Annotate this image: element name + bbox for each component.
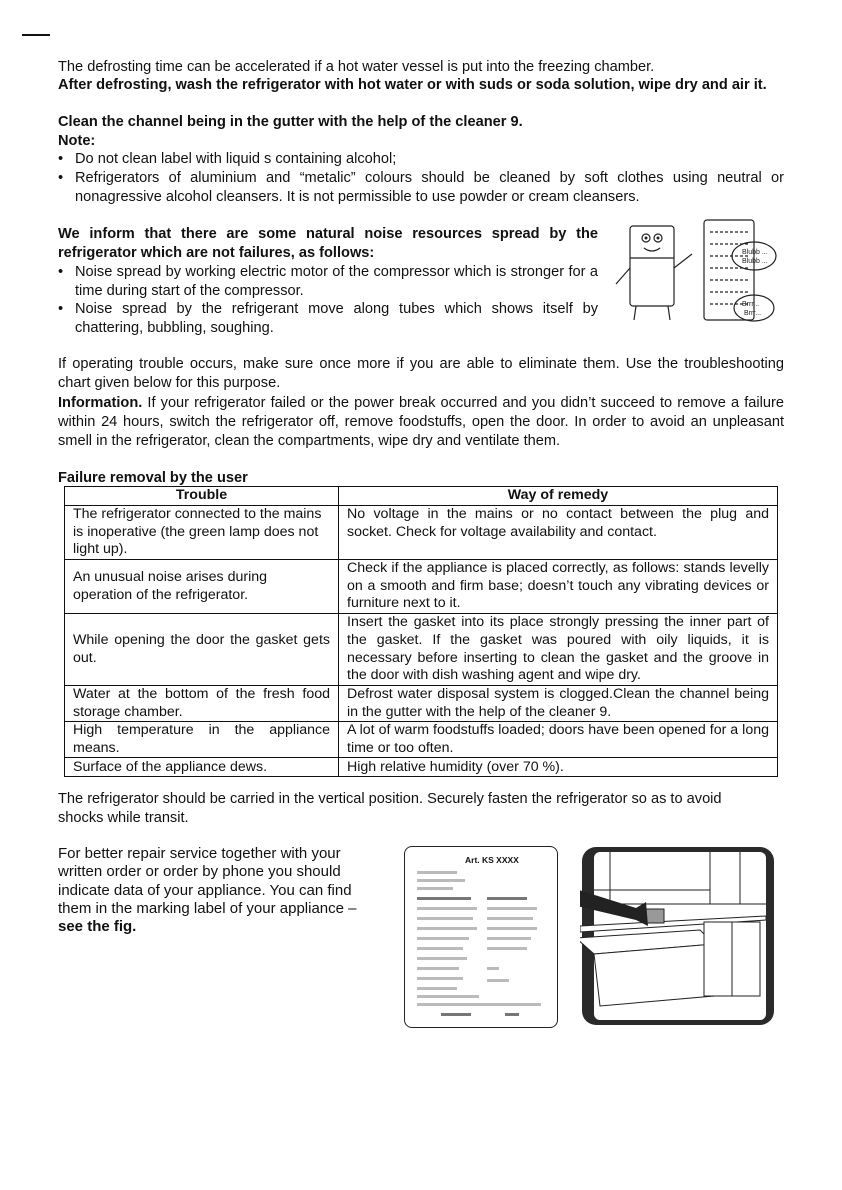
table-header-row: [65, 487, 778, 506]
remedy-cell: High relative humidity (over 70 %).: [339, 758, 778, 777]
trouble-intro-text: If operating trouble occurs, make sure once more if you are able to eliminate them. Use the troubleshooting chart given below for this purpose.: [58, 356, 784, 391]
clean-channel-text: Clean the channel being in the gutter with the help of the cleaner 9.: [58, 114, 523, 130]
information-text: Information. If your refrigerator failed or the power break occurred and you didn’t succeed to remove a failure within 24 hours, switch the refrigerator off, remove foodstuffs, open the door. In order to avoid an unpleasant smell in the refrigerator, clean the compartments, wipe dry and ventilate them.: [58, 395, 784, 449]
noise-item-2: • Noise spread by the refrigerant move along tubes which shows itself by chattering, bubbling, soughing.: [58, 301, 598, 336]
note-item-2: • Refrigerators of aluminium and “metalic” colours should be cleaned by soft clothes using neutral or nonagressive alcohol cleansers. It is not permissible to use powder or cream cleansers.: [58, 170, 784, 205]
noisy-refrigerator-cartoon: [612, 212, 782, 340]
remedy-cell: Insert the gasket into its place strongly pressing the inner part of the gasket. If the gasket was poured with oily liquids, it is necessary before inserting to clean the gasket and the groove in the door with dish washing agent and wipe dry.: [339, 614, 778, 686]
label-article-number: Art. KS XXXX: [465, 855, 519, 865]
fridge-interior-figure: [580, 846, 776, 1026]
trouble-cell: High temperature in the appliance means.: [65, 722, 339, 758]
trouble-cell: The refrigerator connected to the mains is inoperative (the green lamp does not light up).: [65, 506, 339, 560]
svg-text:Brrr...: Brrr...: [742, 301, 760, 308]
after-defrosting-text: After defrosting, wash the refrigerator with hot water or with suds or soda solution, wipe dry and air it.: [58, 77, 767, 93]
marking-label-figure: [404, 846, 558, 1028]
table-row: [65, 560, 778, 614]
noise-item-1: • Noise spread by working electric motor of the compressor which is stronger for a time during start of the compressor.: [58, 264, 598, 299]
table-row: [65, 686, 778, 722]
table-title: Failure removal by the user: [58, 470, 248, 486]
note-item-1: • Do not clean label with liquid s containing alcohol;: [58, 151, 397, 167]
svg-text:Blubb ...: Blubb ...: [742, 249, 768, 256]
table-row: [65, 614, 778, 686]
svg-text:Blubb ...: Blubb ...: [742, 258, 768, 265]
trouble-cell: Surface of the appliance dews.: [65, 758, 339, 777]
noise-heading: We inform that there are some natural noise resources spread by the refrigerator which are not failures, as follows:: [58, 226, 598, 261]
table-row: [65, 506, 778, 560]
transport-text: The refrigerator should be carried in the vertical position. Securely fasten the refrigerator so as to avoid shocks while transit.: [58, 791, 722, 826]
col-header-remedy: Way of remedy: [339, 487, 778, 506]
trouble-cell: Water at the bottom of the fresh food storage chamber.: [65, 686, 339, 722]
trouble-cell: An unusual noise arises during operation of the refrigerator.: [65, 560, 339, 614]
table-row: [65, 758, 778, 777]
remedy-cell: No voltage in the mains or no contact between the plug and socket. Check for voltage availability and contact.: [339, 506, 778, 560]
remedy-cell: A lot of warm foodstuffs loaded; doors have been opened for a long time or too often.: [339, 722, 778, 758]
defrost-accelerate-text: The defrosting time can be accelerated if a hot water vessel is put into the freezing chamber.: [58, 59, 655, 75]
page-corner-dash: [22, 34, 50, 36]
svg-text:Brrr...: Brrr...: [744, 310, 762, 317]
bullet-icon: •: [58, 151, 64, 167]
bullet-icon: •: [58, 170, 64, 186]
note-heading: Note:: [58, 133, 96, 149]
col-header-trouble: Trouble: [65, 487, 339, 506]
trouble-cell: While opening the door the gasket gets out.: [65, 614, 339, 686]
table-row: [65, 722, 778, 758]
troubleshooting-table: [64, 486, 778, 777]
bullet-icon: •: [58, 301, 64, 317]
remedy-cell: Check if the appliance is placed correctly, as follows: stands levelly on a smooth and firm base; doesn’t touch any vibrating devices or furniture next to it.: [339, 560, 778, 614]
bullet-icon: •: [58, 264, 64, 280]
remedy-cell: Defrost water disposal system is clogged.Clean the channel being in the gutter with the help of the cleaner 9.: [339, 686, 778, 722]
repair-text: For better repair service together with your written order or order by phone you should indicate data of your appliance. You can find them in the marking label of your appliance – see the fig.: [58, 845, 357, 936]
